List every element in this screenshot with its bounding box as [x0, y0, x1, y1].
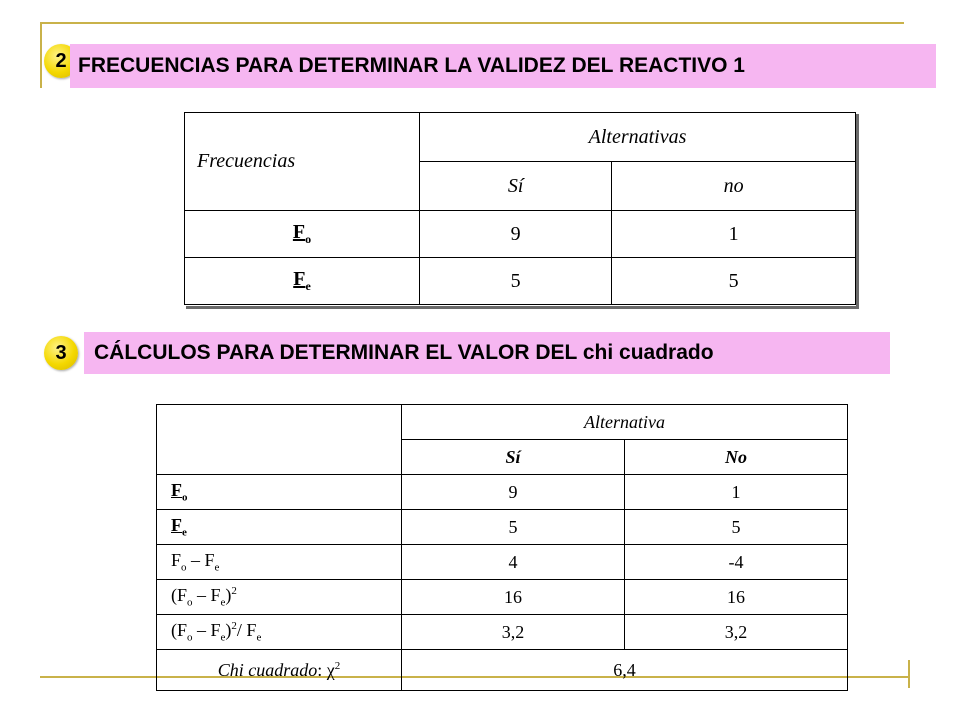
fo-letter: F [171, 480, 182, 501]
difference-squared-si-cell: 16 [402, 580, 625, 615]
frequencies-table [184, 112, 856, 305]
divide-f: / F [236, 620, 257, 641]
fo-symbol [171, 480, 188, 504]
fo-letter: F [292, 221, 306, 243]
difference-no-cell: -4 [624, 545, 847, 580]
square-superscript: 2 [231, 620, 237, 633]
table-row-difference [157, 545, 848, 580]
col-si-header [402, 440, 625, 475]
fe-letter: F [171, 515, 182, 536]
col-si-label: Sí [505, 446, 521, 467]
e-subscript: e [214, 561, 220, 574]
fo-label-cell [157, 475, 402, 510]
e-subscript: e [220, 596, 226, 609]
col-no-label: No [724, 446, 747, 467]
section-2-title: FRECUENCIAS PARA DETERMINAR LA VALIDEZ DEL REACTIVO 1 [78, 54, 745, 77]
chi-symbol: χ [326, 659, 335, 680]
fe-subscript: e [305, 279, 311, 293]
table-row-difference-squared [157, 580, 848, 615]
chi-square-text: Chi cuadrado [217, 659, 318, 680]
fo-si-cell: 9 [402, 475, 625, 510]
fe-symbol [171, 515, 187, 539]
fo-no-cell: 1 [612, 211, 856, 258]
fe-symbol [293, 268, 311, 293]
ratio-formula [171, 620, 262, 644]
ratio-si-cell: 3,2 [402, 615, 625, 650]
fe-no-cell: 5 [612, 258, 856, 305]
fo-subscript: o [305, 232, 312, 246]
f-letter-2: F [204, 550, 215, 571]
open-paren-f: (F [171, 585, 188, 606]
o-subscript: o [187, 596, 193, 609]
alternatives-header [420, 113, 856, 162]
chi-square-table [156, 404, 848, 691]
frame-right-line [908, 660, 910, 688]
frame-left-line [40, 22, 42, 88]
col-no-header [624, 440, 847, 475]
table-row-ratio [157, 615, 848, 650]
ratio-no-cell: 3,2 [624, 615, 847, 650]
fe-subscript: e [182, 526, 187, 539]
difference-label-cell [157, 545, 402, 580]
close-paren: ) [225, 620, 232, 641]
col-si-label: Sí [507, 174, 524, 197]
fe-symbol-cell [185, 258, 420, 305]
table-row-chi-square [157, 650, 848, 691]
e-subscript-2: e [256, 631, 262, 644]
minus-sign: – [186, 550, 205, 571]
table1-shadow-bottom [186, 306, 859, 309]
section-2-number: 2 [55, 49, 67, 72]
e-subscript: e [220, 631, 226, 644]
difference-si-cell: 4 [402, 545, 625, 580]
difference-squared-label-cell [157, 580, 402, 615]
col-si-header [420, 162, 612, 211]
fe-letter: F [293, 268, 306, 290]
fo-si-cell: 9 [420, 211, 612, 258]
chi-square-label-cell [157, 650, 402, 691]
table-row-fe [157, 510, 848, 545]
difference-squared-formula [171, 585, 237, 609]
section-3-title-banner [84, 332, 890, 374]
section-3-number: 3 [55, 341, 67, 364]
section-3-badge [44, 336, 78, 370]
table-row-fo [157, 475, 848, 510]
fo-subscript: o [182, 491, 188, 504]
fo-no-cell: 1 [624, 475, 847, 510]
alternativa-label: Alternativa [584, 411, 665, 432]
minus-f: – F [192, 585, 221, 606]
table-row-fe [185, 258, 856, 305]
alternativa-header [402, 405, 848, 440]
chi-superscript: 2 [334, 659, 341, 672]
fe-si-cell: 5 [402, 510, 625, 545]
col-no-header [612, 162, 856, 211]
fe-no-cell: 5 [624, 510, 847, 545]
colon: : [317, 659, 327, 680]
difference-squared-no-cell: 16 [624, 580, 847, 615]
alternatives-label: Alternativas [588, 125, 687, 148]
empty-corner-cell [157, 405, 402, 475]
minus-f: – F [192, 620, 221, 641]
table-row-fo [185, 211, 856, 258]
fe-si-cell: 5 [420, 258, 612, 305]
section-2-title-banner [70, 44, 936, 88]
frame-top-line [40, 22, 904, 24]
ratio-label-cell [157, 615, 402, 650]
table1-shadow-right [856, 114, 859, 308]
o-subscript: o [181, 561, 187, 574]
close-paren: ) [225, 585, 232, 606]
col-no-label: no [723, 174, 744, 197]
chi-square-value-cell: 6,4 [402, 650, 848, 691]
open-paren-f: (F [171, 620, 188, 641]
fo-symbol-cell [185, 211, 420, 258]
frequencies-row-header [185, 113, 420, 211]
frequencies-label: Frecuencias [197, 150, 296, 172]
o-subscript: o [187, 631, 193, 644]
fe-label-cell [157, 510, 402, 545]
square-superscript: 2 [231, 585, 237, 598]
difference-formula [171, 550, 220, 574]
section-3-title: CÁLCULOS PARA DETERMINAR EL VALOR DEL chi cuadrado [94, 341, 714, 364]
chi-square-label [218, 660, 341, 680]
fo-symbol [292, 221, 312, 246]
f-letter: F [171, 550, 182, 571]
